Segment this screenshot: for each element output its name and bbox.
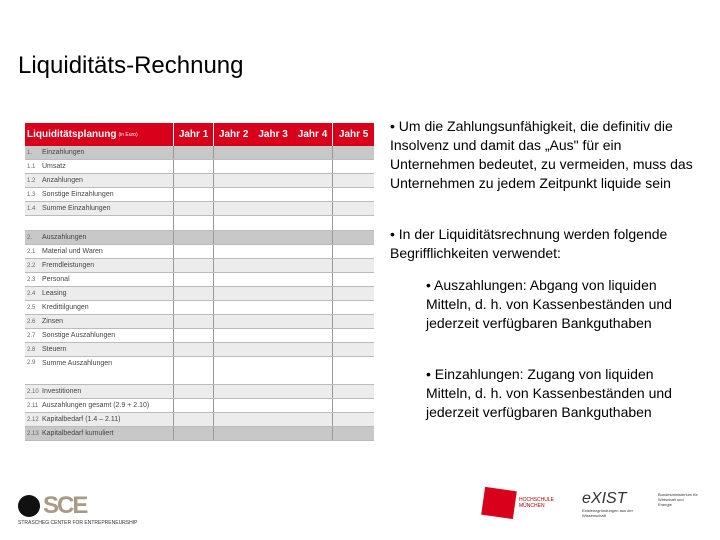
cell-year-1 <box>173 174 213 187</box>
table-row <box>25 329 374 343</box>
row-label: Kapitalbedarf (1.4 – 2.11) <box>42 416 121 423</box>
row-number: 2.2 <box>27 262 36 269</box>
cell-year-5 <box>332 245 374 258</box>
cell-year-1 <box>173 385 213 398</box>
row-number: 2.8 <box>27 346 36 353</box>
cell-year-1 <box>173 160 213 173</box>
table-row <box>25 174 374 188</box>
row-number: 2.5 <box>27 304 36 311</box>
cell-year-2-4 <box>213 216 332 230</box>
row-label: Investitionen <box>42 388 82 395</box>
bullet-terms: • In der Liquiditätsrechnung werden folgende Begrifflichkeiten verwendet: <box>390 226 668 261</box>
row-label: Umsatz <box>42 163 66 170</box>
cell-year-2-4 <box>213 259 332 272</box>
cell-year-5 <box>332 329 374 342</box>
row-number: 2. <box>27 234 33 241</box>
exist-logo <box>582 490 642 518</box>
row-number: 1.3 <box>27 191 36 198</box>
row-label: Fremdleistungen <box>42 262 95 269</box>
table-row <box>25 301 374 315</box>
cell-year-1 <box>173 287 213 300</box>
sce-logo <box>18 492 137 526</box>
row-number: 2.3 <box>27 276 36 283</box>
row-label: Auszahlungen gesamt (2.9 + 2.10) <box>42 402 150 409</box>
cell-year-1 <box>173 245 213 258</box>
row-number: 2.7 <box>27 332 36 339</box>
cell-year-2-4 <box>213 399 332 412</box>
exist-logo-text: eXIST <box>582 490 627 507</box>
table-unit: (in Euro) <box>118 131 138 138</box>
table-row <box>25 273 374 287</box>
cell-year-2-4 <box>213 174 332 187</box>
sce-logo-text: SCE <box>43 492 87 519</box>
cell-year-1 <box>173 413 213 426</box>
cell-year-5 <box>332 399 374 412</box>
cell-year-1 <box>173 399 213 412</box>
cell-year-1 <box>173 427 213 440</box>
cell-year-2-4 <box>213 287 332 300</box>
cell-year-1 <box>173 216 213 230</box>
table-row <box>25 216 374 231</box>
row-number: 2.4 <box>27 290 36 297</box>
table-row <box>25 427 374 441</box>
row-label: Kapitalbedarf kumuliert <box>42 430 114 437</box>
table-row <box>25 245 374 259</box>
cell-year-5 <box>332 188 374 201</box>
col-year-3: Jahr 3 <box>258 129 288 140</box>
row-number: 2.10 <box>27 388 39 395</box>
cell-year-5 <box>332 427 374 440</box>
row-label: Anzahlungen <box>42 177 83 184</box>
cell-year-5 <box>332 202 374 215</box>
cell-year-1 <box>173 301 213 314</box>
cell-year-5 <box>332 385 374 398</box>
cell-year-1 <box>173 357 213 384</box>
hm-logo-text: HOCHSCHULE MÜNCHEN <box>519 497 555 509</box>
row-number: 1.4 <box>27 205 36 212</box>
cell-year-2-4 <box>213 146 332 159</box>
cell-year-5 <box>332 216 374 230</box>
cell-year-2-4 <box>213 245 332 258</box>
cell-year-2-4 <box>213 188 332 201</box>
row-label: Leasing <box>42 290 67 297</box>
slide-title: Liquiditäts-Rechnung <box>18 52 244 79</box>
cell-year-2-4 <box>213 427 332 440</box>
row-number: 2.11 <box>27 402 39 409</box>
cell-year-5 <box>332 357 374 384</box>
row-label: Auszahlungen <box>42 234 87 241</box>
exist-logo-subtitle: Existenzgründungen aus der Wissenschaft <box>582 508 633 518</box>
row-label: Sonstige Einzahlungen <box>42 191 114 198</box>
cell-year-1 <box>173 146 213 159</box>
cell-year-1 <box>173 231 213 244</box>
cell-year-2-4 <box>213 357 332 384</box>
table-title: Liquiditätsplanung <box>27 129 117 140</box>
table-row <box>25 357 374 385</box>
cell-year-5 <box>332 315 374 328</box>
row-number: 1.1 <box>27 163 36 170</box>
cell-year-5 <box>332 343 374 356</box>
hm-logo <box>483 489 559 517</box>
table-row <box>25 259 374 273</box>
row-label: Personal <box>42 276 70 283</box>
cell-year-1 <box>173 188 213 201</box>
cell-year-5 <box>332 160 374 173</box>
table-row <box>25 231 374 245</box>
table-row <box>25 188 374 202</box>
cell-year-2-4 <box>213 301 332 314</box>
cell-year-2-4 <box>213 329 332 342</box>
row-number: 2.12 <box>27 416 39 423</box>
row-label: Steuern <box>42 346 67 353</box>
cell-year-2-4 <box>213 315 332 328</box>
table-row <box>25 160 374 174</box>
cell-year-1 <box>173 202 213 215</box>
cell-year-1 <box>173 343 213 356</box>
cell-year-1 <box>173 273 213 286</box>
liquidity-table <box>25 123 374 441</box>
cell-year-5 <box>332 301 374 314</box>
col-year-4: Jahr 4 <box>297 129 328 140</box>
table-row <box>25 385 374 399</box>
cell-year-2-4 <box>213 202 332 215</box>
row-label: Kredittilgungen <box>42 304 89 311</box>
table-row <box>25 287 374 301</box>
table-row <box>25 315 374 329</box>
row-number: 1. <box>27 149 33 156</box>
col-year-5: Jahr 5 <box>332 123 374 146</box>
table-row <box>25 343 374 357</box>
cell-year-2-4 <box>213 385 332 398</box>
cell-year-5 <box>332 413 374 426</box>
cell-year-5 <box>332 259 374 272</box>
bullet-insolvency: • Um die Zahlungsunfähigkeit, die definitiv die Insolvenz und damit das „Aus" für ein Unternehmen bedeutet, zu vermeiden, muss das Unternehmen zu jedem Zeitpunkt liquide sein <box>390 118 693 191</box>
cell-year-5 <box>332 174 374 187</box>
cell-year-2-4 <box>213 160 332 173</box>
bullet-auszahlungen: • Auszahlungen: Abgang von liquiden Mitteln, d. h. von Kassenbeständen und jederzeit verfügbaren Bankguthaben <box>426 277 672 331</box>
row-label: Einzahlungen <box>42 149 85 156</box>
cell-year-2-4 <box>213 231 332 244</box>
cell-year-2-4 <box>213 273 332 286</box>
col-year-1: Jahr 1 <box>173 123 213 146</box>
cell-year-5 <box>332 231 374 244</box>
table-row <box>25 146 374 160</box>
row-number: 2.6 <box>27 318 36 325</box>
table-row <box>25 413 374 427</box>
row-label: Summe Einzahlungen <box>42 205 111 212</box>
sce-logo-subtitle: STRASCHEG CENTER FOR ENTREPRENEURSHIP <box>18 520 138 526</box>
cell-year-1 <box>173 259 213 272</box>
cell-year-5 <box>332 146 374 159</box>
row-label: Summe Auszahlungen <box>42 360 113 367</box>
col-year-2: Jahr 2 <box>218 129 249 140</box>
cell-year-2-4 <box>213 343 332 356</box>
row-number: 2.1 <box>27 248 36 255</box>
table-row <box>25 202 374 216</box>
cell-year-5 <box>332 287 374 300</box>
row-number: 2.13 <box>27 430 39 437</box>
row-label: Material und Waren <box>42 248 103 255</box>
row-number: 2.9 <box>27 360 36 366</box>
table-row <box>25 399 374 413</box>
bmwi-logo: Bundesministerium für Wirtschaft und Energie <box>658 492 698 507</box>
cell-year-2-4 <box>213 413 332 426</box>
cell-year-1 <box>173 315 213 328</box>
cell-year-5 <box>332 273 374 286</box>
row-label: Sonstige Auszahlungen <box>42 332 116 339</box>
bullet-einzahlungen: • Einzahlungen: Zugang von liquiden Mitteln, d. h. von Kassenbeständen und jederzeit verfügbaren Bankguthaben <box>426 366 672 420</box>
table-header <box>25 123 374 146</box>
cell-year-1 <box>173 329 213 342</box>
row-number: 1.2 <box>27 177 36 184</box>
row-label: Zinsen <box>42 318 64 325</box>
